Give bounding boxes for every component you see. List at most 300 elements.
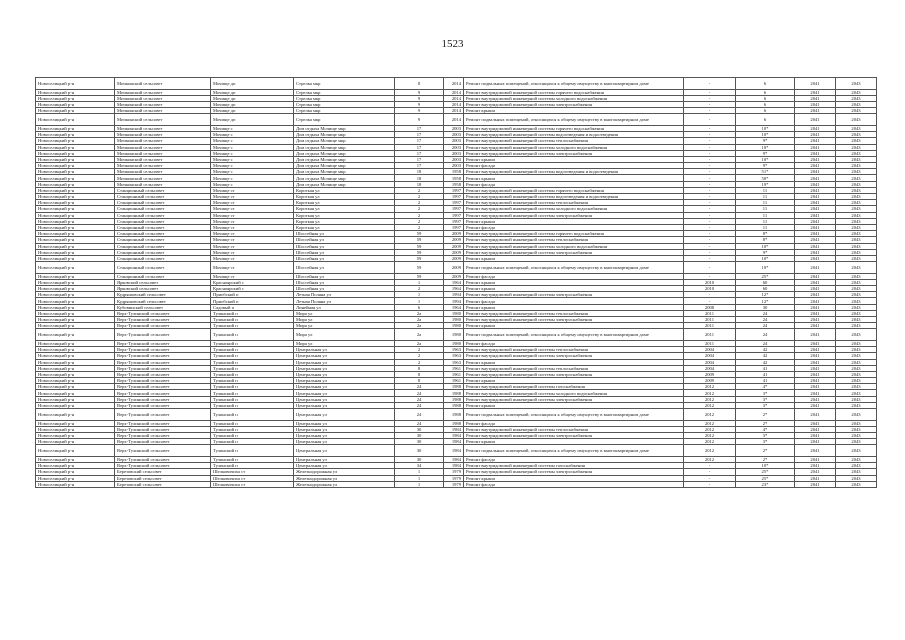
- district-cell: Новоселицкий р-н: [36, 194, 115, 200]
- last-repair-year-cell: -: [684, 181, 736, 187]
- cost-cell: 10*: [736, 156, 795, 162]
- plan-start-year-cell: 2041: [795, 150, 836, 156]
- work-type-cell: Ремонт крыши: [464, 304, 684, 310]
- plan-start-year-cell: 2041: [795, 371, 836, 377]
- work-type-cell: Ремонт подвальных помещений, относящихся к общему имуществу в многоквартирном доме: [464, 262, 684, 274]
- plan-end-year-cell: 2043: [836, 175, 877, 181]
- settlement-council-cell: Верх-Тулинский сельсовет: [115, 340, 211, 346]
- last-repair-year-cell: -: [684, 95, 736, 101]
- district-cell: Новоселицкий р-н: [36, 200, 115, 206]
- plan-end-year-cell: 2043: [836, 273, 877, 279]
- last-repair-year-cell: -: [684, 156, 736, 162]
- plan-start-year-cell: 2041: [795, 200, 836, 206]
- plan-start-year-cell: 2041: [795, 237, 836, 243]
- plan-end-year-cell: 2043: [836, 156, 877, 162]
- plan-end-year-cell: 2043: [836, 125, 877, 131]
- settlement-council-cell: Станционный сельсовет: [115, 249, 211, 255]
- street-cell: Центральная ул: [294, 439, 395, 445]
- cost-cell: 6: [736, 89, 795, 95]
- locality-cell: Мочище ст: [211, 273, 294, 279]
- plan-start-year-cell: 2041: [795, 439, 836, 445]
- locality-cell: Тулинский п: [211, 463, 294, 469]
- build-year-cell: 1994: [444, 292, 464, 298]
- street-cell: Дом отдыха Мочище мкр: [294, 125, 395, 131]
- plan-start-year-cell: 2041: [795, 445, 836, 457]
- district-cell: Новоселицкий р-н: [36, 132, 115, 138]
- plan-start-year-cell: 2041: [795, 310, 836, 316]
- street-cell: Центральная ул: [294, 456, 395, 462]
- district-cell: Новоселицкий р-н: [36, 78, 115, 90]
- locality-cell: Тулинский п: [211, 426, 294, 432]
- street-cell: Центральная ул: [294, 353, 395, 359]
- work-type-cell: Ремонт крыши: [464, 475, 684, 481]
- settlement-council-cell: Верх-Тулинский сельсовет: [115, 378, 211, 384]
- street-cell: Линейная ул: [294, 304, 395, 310]
- locality-cell: Мочище с: [211, 163, 294, 169]
- cost-cell: 42: [736, 359, 795, 365]
- street-cell: Центральная ул: [294, 365, 395, 371]
- build-year-cell: 2014: [444, 108, 464, 114]
- work-type-cell: Ремонт внутридомовой инженерной системы электроснабжения: [464, 292, 684, 298]
- street-cell: Шоссейная ул: [294, 249, 395, 255]
- work-type-cell: Ремонт внутридомовой инженерной системы холодного водоснабжения: [464, 390, 684, 396]
- house-number-cell: 2: [395, 218, 444, 224]
- cost-cell: 24: [736, 340, 795, 346]
- house-number-cell: 34: [395, 463, 444, 469]
- settlement-council-cell: Станционный сельсовет: [115, 187, 211, 193]
- settlement-council-cell: Ярковский сельсовет: [115, 286, 211, 292]
- last-repair-year-cell: 2010: [684, 279, 736, 285]
- settlement-council-cell: Верх-Тулинский сельсовет: [115, 396, 211, 402]
- locality-cell: Мочище с: [211, 138, 294, 144]
- work-type-cell: Ремонт крыши: [464, 359, 684, 365]
- last-repair-year-cell: -: [684, 255, 736, 261]
- house-number-cell: 9: [395, 101, 444, 107]
- work-type-cell: Ремонт крыши: [464, 378, 684, 384]
- settlement-council-cell: Березовский сельсовет: [115, 481, 211, 487]
- last-repair-year-cell: -: [684, 292, 736, 298]
- table-body: [36, 78, 877, 488]
- locality-cell: Тулинский п: [211, 365, 294, 371]
- last-repair-year-cell: 2011: [684, 323, 736, 329]
- plan-start-year-cell: 2041: [795, 273, 836, 279]
- settlement-council-cell: Верх-Тулинский сельсовет: [115, 402, 211, 408]
- locality-cell: Мочище дп: [211, 89, 294, 95]
- settlement-council-cell: Станционный сельсовет: [115, 231, 211, 237]
- work-type-cell: Ремонт внутридомовой инженерной системы холодного водоснабжения: [464, 95, 684, 101]
- plan-end-year-cell: 2043: [836, 396, 877, 402]
- plan-end-year-cell: 2043: [836, 212, 877, 218]
- house-number-cell: 59: [395, 249, 444, 255]
- street-cell: Дом отдыха Мочище мкр: [294, 150, 395, 156]
- street-cell: Шоссейная ул: [294, 237, 395, 243]
- plan-end-year-cell: 2043: [836, 255, 877, 261]
- build-year-cell: 2003: [444, 138, 464, 144]
- settlement-council-cell: Кудряшовский сельсовет: [115, 292, 211, 298]
- street-cell: Шоссейная ул: [294, 243, 395, 249]
- last-repair-year-cell: -: [684, 224, 736, 230]
- district-cell: Новоселицкий р-н: [36, 231, 115, 237]
- locality-cell: Мочище ст: [211, 243, 294, 249]
- house-number-cell: 2: [395, 347, 444, 353]
- settlement-council-cell: Станционный сельсовет: [115, 237, 211, 243]
- cost-cell: 2*: [736, 420, 795, 426]
- work-type-cell: Ремонт подвальных помещений, относящихся к общему имуществу в многоквартирном доме: [464, 78, 684, 90]
- plan-start-year-cell: 2041: [795, 292, 836, 298]
- district-cell: Новоселицкий р-н: [36, 95, 115, 101]
- street-cell: Короткая ул: [294, 224, 395, 230]
- house-number-cell: 8: [395, 378, 444, 384]
- work-type-cell: Ремонт крыши: [464, 255, 684, 261]
- district-cell: Новоселицкий р-н: [36, 310, 115, 316]
- house-number-cell: 8: [395, 365, 444, 371]
- house-number-cell: 59: [395, 243, 444, 249]
- cost-cell: 2*: [736, 456, 795, 462]
- settlement-council-cell: Верх-Тулинский сельсовет: [115, 409, 211, 421]
- locality-cell: Мочище дп: [211, 108, 294, 114]
- settlement-council-cell: Верх-Тулинский сельсовет: [115, 310, 211, 316]
- district-cell: Новоселицкий р-н: [36, 169, 115, 175]
- plan-start-year-cell: 2041: [795, 279, 836, 285]
- street-cell: Стрелка мкр: [294, 89, 395, 95]
- district-cell: Новоселицкий р-н: [36, 150, 115, 156]
- plan-end-year-cell: 2043: [836, 89, 877, 95]
- plan-start-year-cell: 2041: [795, 95, 836, 101]
- build-year-cell: 1984: [444, 445, 464, 457]
- street-cell: Стрелка мкр: [294, 78, 395, 90]
- cost-cell: 25*: [736, 469, 795, 475]
- plan-end-year-cell: 2043: [836, 150, 877, 156]
- settlement-council-cell: Мичкинский сельсовет: [115, 156, 211, 162]
- locality-cell: Тулинский п: [211, 347, 294, 353]
- house-number-cell: 24: [395, 384, 444, 390]
- cost-cell: 50*: [736, 175, 795, 181]
- plan-start-year-cell: 2041: [795, 206, 836, 212]
- locality-cell: Мочище с: [211, 156, 294, 162]
- plan-start-year-cell: 2041: [795, 212, 836, 218]
- locality-cell: Тулинский п: [211, 316, 294, 322]
- locality-cell: Мочище ст: [211, 187, 294, 193]
- locality-cell: Мочище с: [211, 132, 294, 138]
- street-cell: Стрелка мкр: [294, 114, 395, 126]
- house-number-cell: 2: [395, 194, 444, 200]
- work-type-cell: Ремонт подвальных помещений, относящихся к общему имуществу в многоквартирном доме: [464, 409, 684, 421]
- last-repair-year-cell: -: [684, 273, 736, 279]
- build-year-cell: 1979: [444, 481, 464, 487]
- last-repair-year-cell: -: [684, 132, 736, 138]
- settlement-council-cell: Верх-Тулинский сельсовет: [115, 359, 211, 365]
- locality-cell: Мочище ст: [211, 212, 294, 218]
- settlement-council-cell: Станционный сельсовет: [115, 212, 211, 218]
- district-cell: Новоселицкий р-н: [36, 262, 115, 274]
- plan-start-year-cell: 2041: [795, 329, 836, 341]
- cost-cell: 2*: [736, 409, 795, 421]
- cost-cell: 6: [736, 108, 795, 114]
- plan-end-year-cell: 2043: [836, 371, 877, 377]
- plan-start-year-cell: 2041: [795, 353, 836, 359]
- district-cell: Новоселицкий р-н: [36, 475, 115, 481]
- cost-cell: 10*: [736, 243, 795, 249]
- plan-end-year-cell: 2043: [836, 456, 877, 462]
- house-number-cell: 17: [395, 156, 444, 162]
- plan-start-year-cell: 2041: [795, 378, 836, 384]
- street-cell: Мира ул: [294, 316, 395, 322]
- street-cell: Короткая ул: [294, 200, 395, 206]
- plan-start-year-cell: 2041: [795, 365, 836, 371]
- district-cell: Новоселицкий р-н: [36, 286, 115, 292]
- district-cell: Новоселицкий р-н: [36, 365, 115, 371]
- locality-cell: Тулинский п: [211, 310, 294, 316]
- table-row: [36, 445, 877, 457]
- plan-start-year-cell: 2041: [795, 384, 836, 390]
- build-year-cell: 1963: [444, 347, 464, 353]
- house-number-cell: 1: [395, 298, 444, 304]
- build-year-cell: 2014: [444, 114, 464, 126]
- last-repair-year-cell: -: [684, 78, 736, 90]
- house-number-cell: 59: [395, 255, 444, 261]
- locality-cell: Мочище ст: [211, 237, 294, 243]
- street-cell: Мира ул: [294, 329, 395, 341]
- plan-start-year-cell: 2041: [795, 432, 836, 438]
- cost-cell: 12*: [736, 292, 795, 298]
- house-number-cell: 9: [395, 108, 444, 114]
- work-type-cell: Ремонт внутридомовой инженерной системы электроснабжения: [464, 101, 684, 107]
- settlement-council-cell: Верх-Тулинский сельсовет: [115, 445, 211, 457]
- build-year-cell: 2009: [444, 273, 464, 279]
- build-year-cell: 1980: [444, 316, 464, 322]
- house-number-cell: 30: [395, 456, 444, 462]
- plan-end-year-cell: 2043: [836, 286, 877, 292]
- plan-end-year-cell: 2043: [836, 218, 877, 224]
- plan-end-year-cell: 2043: [836, 469, 877, 475]
- locality-cell: Тулинский п: [211, 384, 294, 390]
- last-repair-year-cell: -: [684, 163, 736, 169]
- district-cell: Новоселицкий р-н: [36, 432, 115, 438]
- plan-start-year-cell: 2041: [795, 249, 836, 255]
- cost-cell: 41: [736, 371, 795, 377]
- locality-cell: Мочище ст: [211, 218, 294, 224]
- district-cell: Новоселицкий р-н: [36, 224, 115, 230]
- last-repair-year-cell: 2011: [684, 329, 736, 341]
- district-cell: Новоселицкий р-н: [36, 445, 115, 457]
- house-number-cell: 18: [395, 181, 444, 187]
- house-number-cell: 59: [395, 237, 444, 243]
- build-year-cell: 2009: [444, 255, 464, 261]
- table-row: [36, 114, 877, 126]
- last-repair-year-cell: -: [684, 249, 736, 255]
- build-year-cell: 1958: [444, 169, 464, 175]
- last-repair-year-cell: -: [684, 206, 736, 212]
- work-type-cell: Ремонт крыши: [464, 156, 684, 162]
- street-cell: Центральная ул: [294, 390, 395, 396]
- locality-cell: Тулинский п: [211, 359, 294, 365]
- build-year-cell: 2003: [444, 156, 464, 162]
- district-cell: Новоселицкий р-н: [36, 359, 115, 365]
- street-cell: Центральная ул: [294, 409, 395, 421]
- plan-end-year-cell: 2043: [836, 481, 877, 487]
- district-cell: Новоселицкий р-н: [36, 304, 115, 310]
- work-type-cell: Ремонт внутридомовой инженерной системы теплоснабжения: [464, 138, 684, 144]
- build-year-cell: 2009: [444, 237, 464, 243]
- work-type-cell: Ремонт крыши: [464, 323, 684, 329]
- work-type-cell: Ремонт внутридомовой инженерной системы горячего водоснабжения: [464, 231, 684, 237]
- plan-end-year-cell: 2043: [836, 420, 877, 426]
- plan-start-year-cell: 2041: [795, 426, 836, 432]
- house-number-cell: 8: [395, 371, 444, 377]
- work-type-cell: Ремонт подвальных помещений, относящихся к общему имуществу в многоквартирном доме: [464, 114, 684, 126]
- plan-start-year-cell: 2041: [795, 359, 836, 365]
- street-cell: Дом отдыха Мочище мкр: [294, 144, 395, 150]
- work-type-cell: Ремонт внутридомовой инженерной системы электроснабжения: [464, 316, 684, 322]
- house-number-cell: 2а: [395, 340, 444, 346]
- build-year-cell: 1984: [444, 426, 464, 432]
- house-number-cell: 17: [395, 144, 444, 150]
- house-number-cell: 1: [395, 469, 444, 475]
- district-cell: Новоселицкий р-н: [36, 384, 115, 390]
- plan-start-year-cell: 2041: [795, 262, 836, 274]
- plan-start-year-cell: 2041: [795, 101, 836, 107]
- plan-end-year-cell: 2043: [836, 138, 877, 144]
- plan-start-year-cell: 2041: [795, 420, 836, 426]
- work-type-cell: Ремонт подвальных помещений, относящихся к общему имуществу в многоквартирном доме: [464, 329, 684, 341]
- plan-start-year-cell: 2041: [795, 144, 836, 150]
- cost-cell: 3*: [736, 390, 795, 396]
- plan-end-year-cell: 2043: [836, 237, 877, 243]
- house-number-cell: 2а: [395, 316, 444, 322]
- plan-end-year-cell: 2043: [836, 206, 877, 212]
- cost-cell: 51*: [736, 169, 795, 175]
- build-year-cell: 1997: [444, 206, 464, 212]
- plan-end-year-cell: 2043: [836, 359, 877, 365]
- locality-cell: Мочище ст: [211, 262, 294, 274]
- street-cell: Центральная ул: [294, 359, 395, 365]
- cost-cell: 25*: [736, 475, 795, 481]
- district-cell: Новоселицкий р-н: [36, 218, 115, 224]
- street-cell: Стрелка мкр: [294, 95, 395, 101]
- house-number-cell: 17: [395, 150, 444, 156]
- plan-end-year-cell: 2043: [836, 200, 877, 206]
- build-year-cell: 2009: [444, 262, 464, 274]
- locality-cell: Мочище ст: [211, 255, 294, 261]
- last-repair-year-cell: 2010: [684, 286, 736, 292]
- last-repair-year-cell: -: [684, 231, 736, 237]
- cost-cell: 2*: [736, 445, 795, 457]
- locality-cell: Мочище с: [211, 125, 294, 131]
- last-repair-year-cell: 2004: [684, 365, 736, 371]
- settlement-council-cell: Станционный сельсовет: [115, 224, 211, 230]
- plan-start-year-cell: 2041: [795, 316, 836, 322]
- last-repair-year-cell: -: [684, 262, 736, 274]
- street-cell: Стрелка мкр: [294, 108, 395, 114]
- house-number-cell: 2а: [395, 323, 444, 329]
- cost-cell: 3*: [736, 396, 795, 402]
- table-row: [36, 481, 877, 487]
- build-year-cell: 2003: [444, 163, 464, 169]
- street-cell: Центральная ул: [294, 396, 395, 402]
- plan-end-year-cell: 2043: [836, 187, 877, 193]
- last-repair-year-cell: -: [684, 125, 736, 131]
- cost-cell: 11: [736, 212, 795, 218]
- settlement-council-cell: Верх-Тулинский сельсовет: [115, 323, 211, 329]
- last-repair-year-cell: 2004: [684, 359, 736, 365]
- build-year-cell: 1963: [444, 359, 464, 365]
- plan-end-year-cell: 2043: [836, 181, 877, 187]
- settlement-council-cell: Станционный сельсовет: [115, 243, 211, 249]
- district-cell: Новоселицкий р-н: [36, 298, 115, 304]
- house-number-cell: 17: [395, 138, 444, 144]
- last-repair-year-cell: -: [684, 237, 736, 243]
- district-cell: Новоселицкий р-н: [36, 206, 115, 212]
- build-year-cell: 1961: [444, 365, 464, 371]
- last-repair-year-cell: 2012: [684, 409, 736, 421]
- district-cell: Новоселицкий р-н: [36, 114, 115, 126]
- settlement-council-cell: Кудряшовский сельсовет: [115, 298, 211, 304]
- district-cell: Новоселицкий р-н: [36, 396, 115, 402]
- settlement-council-cell: Верх-Тулинский сельсовет: [115, 426, 211, 432]
- build-year-cell: 1997: [444, 194, 464, 200]
- last-repair-year-cell: -: [684, 469, 736, 475]
- street-cell: Летная Поляна ул: [294, 298, 395, 304]
- district-cell: Новоселицкий р-н: [36, 456, 115, 462]
- street-cell: Мира ул: [294, 310, 395, 316]
- plan-end-year-cell: 2043: [836, 323, 877, 329]
- last-repair-year-cell: 2011: [684, 310, 736, 316]
- settlement-council-cell: Верх-Тулинский сельсовет: [115, 384, 211, 390]
- cost-cell: 4*: [736, 384, 795, 390]
- locality-cell: Тулинский п: [211, 353, 294, 359]
- work-type-cell: Ремонт крыши: [464, 218, 684, 224]
- last-repair-year-cell: 2012: [684, 396, 736, 402]
- plan-start-year-cell: 2041: [795, 243, 836, 249]
- cost-cell: 42: [736, 353, 795, 359]
- district-cell: Новоселицкий р-н: [36, 402, 115, 408]
- plan-end-year-cell: 2043: [836, 365, 877, 371]
- street-cell: Шоссейная ул: [294, 262, 395, 274]
- settlement-council-cell: Мичкинский сельсовет: [115, 78, 211, 90]
- build-year-cell: 2014: [444, 101, 464, 107]
- locality-cell: Тулинский п: [211, 378, 294, 384]
- work-type-cell: Ремонт внутридомовой инженерной системы электроснабжения: [464, 249, 684, 255]
- settlement-council-cell: Мичкинский сельсовет: [115, 101, 211, 107]
- district-cell: Новоселицкий р-н: [36, 463, 115, 469]
- settlement-council-cell: Верх-Тулинский сельсовет: [115, 463, 211, 469]
- settlement-council-cell: Мичкинский сельсовет: [115, 114, 211, 126]
- street-cell: Шоссейная ул: [294, 286, 395, 292]
- settlement-council-cell: Верх-Тулинский сельсовет: [115, 420, 211, 426]
- work-type-cell: Ремонт внутридомовой инженерной системы электроснабжения: [464, 396, 684, 402]
- last-repair-year-cell: 2012: [684, 390, 736, 396]
- plan-end-year-cell: 2043: [836, 114, 877, 126]
- locality-cell: Тулинский п: [211, 340, 294, 346]
- build-year-cell: 2009: [444, 249, 464, 255]
- street-cell: Дом отдыха Мочище мкр: [294, 163, 395, 169]
- settlement-council-cell: Ярковский сельсовет: [115, 279, 211, 285]
- cost-cell: 60: [736, 286, 795, 292]
- build-year-cell: 2014: [444, 95, 464, 101]
- house-number-cell: 1: [395, 279, 444, 285]
- last-repair-year-cell: -: [684, 463, 736, 469]
- plan-start-year-cell: 2041: [795, 125, 836, 131]
- last-repair-year-cell: 2012: [684, 420, 736, 426]
- settlement-council-cell: Мичкинский сельсовет: [115, 89, 211, 95]
- cost-cell: 10*: [736, 144, 795, 150]
- locality-cell: Тулинский п: [211, 371, 294, 377]
- street-cell: Дом отдыха Мочище мкр: [294, 132, 395, 138]
- locality-cell: Мочище дп: [211, 78, 294, 90]
- plan-end-year-cell: 2043: [836, 426, 877, 432]
- house-number-cell: 2: [395, 187, 444, 193]
- build-year-cell: 2009: [444, 231, 464, 237]
